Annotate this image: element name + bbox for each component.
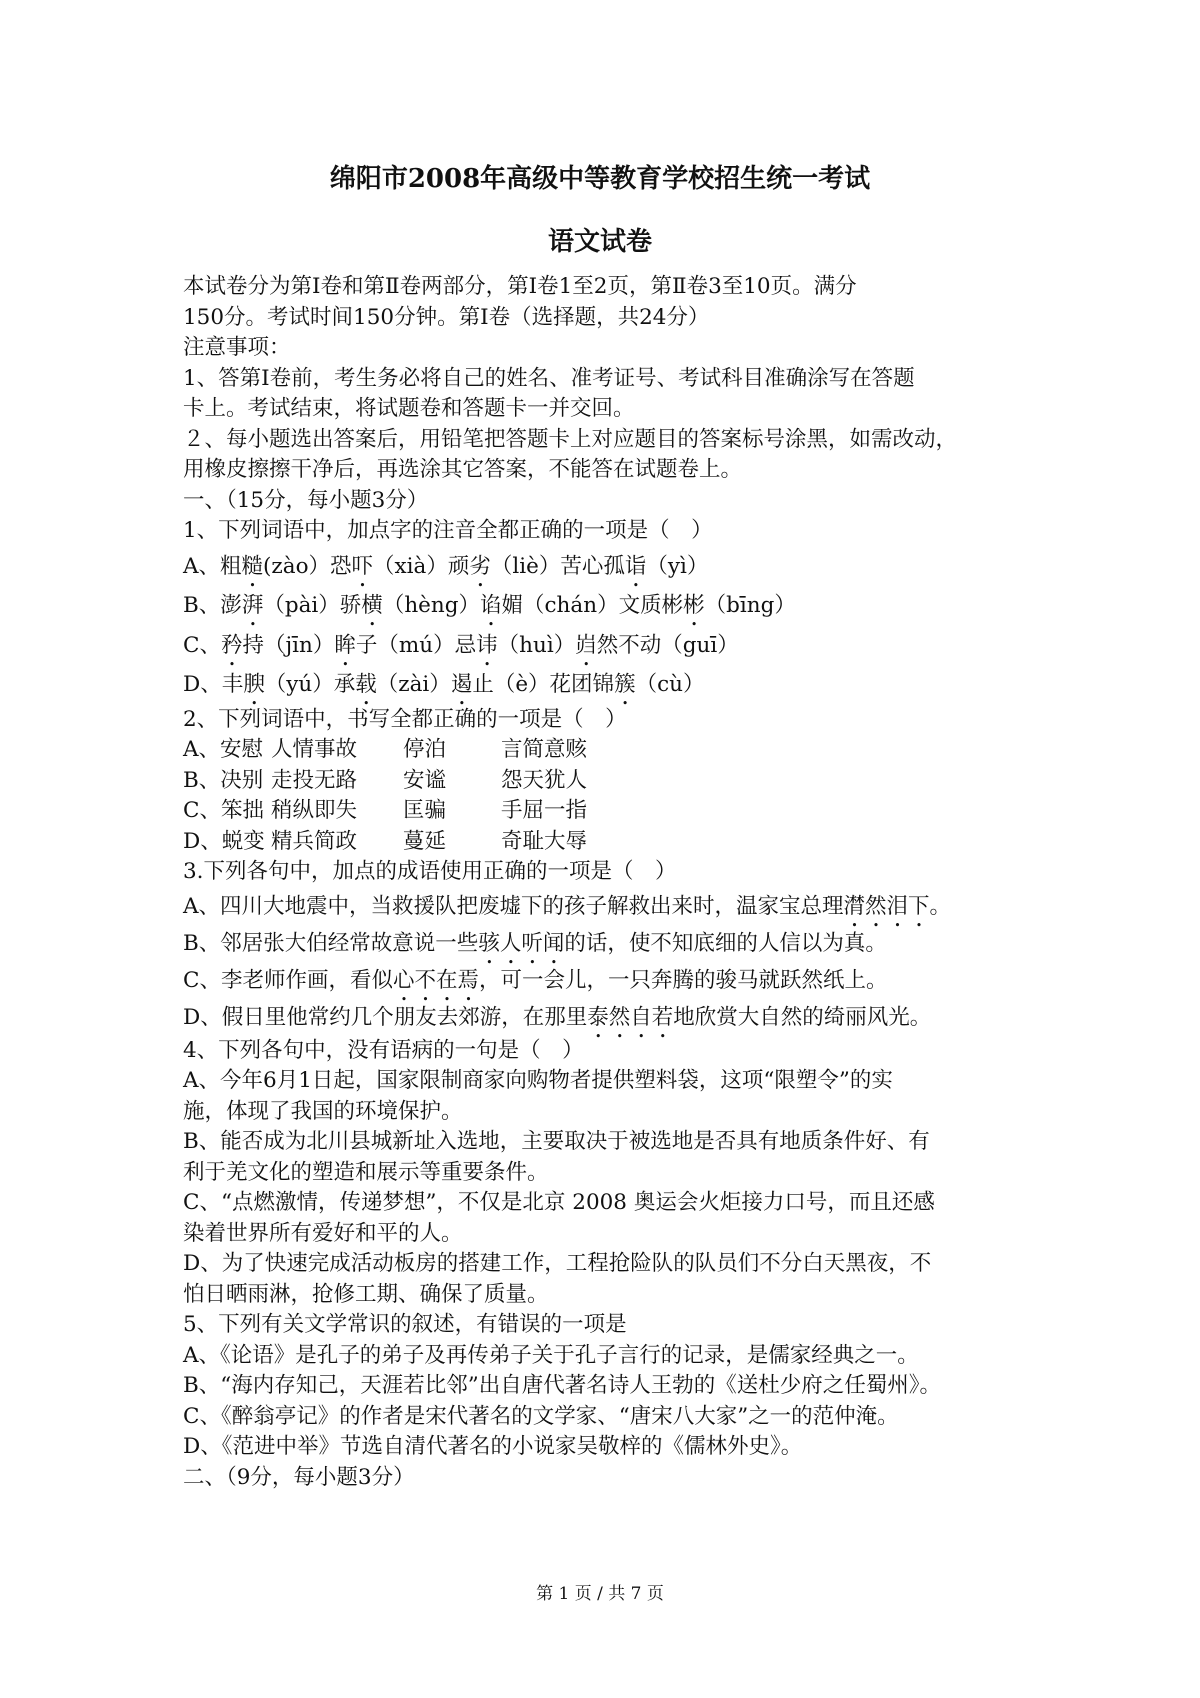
exam-title: 绵阳市2008年高级中等教育学校招生统一考试 bbox=[329, 164, 871, 194]
question-4-option-b-line-2: 利于羌文化的塑造和展示等重要条件。 bbox=[183, 1159, 549, 1185]
question-3-stem: 3.下列各句中，加点的成语使用正确的一项是（ ） bbox=[183, 859, 677, 884]
question-3-option-d: D、假日里他常约几个朋友去郊游，在那里泰然自若地欣赏大自然的绮丽风光。 bbox=[183, 1004, 932, 1030]
question-4-option-a-line-1: A、今年6月1日起，国家限制商家向购物者提供塑料袋，这项“限塑令”的实 bbox=[183, 1068, 893, 1093]
intro-line-1: 本试卷分为第Ⅰ卷和第Ⅱ卷两部分，第Ⅰ卷1至2页，第Ⅱ卷3至10页。满分 bbox=[183, 274, 857, 299]
question-5-stem: 5、下列有关文学常识的叙述，有错误的一项是 bbox=[183, 1312, 627, 1337]
question-2-option-b: B、决别 走投无路 安谧 怨天犹人 bbox=[183, 767, 588, 793]
page-number-footer: 第 1 页 / 共 7 页 bbox=[536, 1584, 664, 1604]
question-3-option-a: A、四川大地震中，当救援队把废墟下的孩子解救出来时，温家宝总理潸然泪下。 bbox=[183, 893, 952, 919]
question-5-option-b: B、“海内存知己，天涯若比邻”出自唐代著名诗人王勃的《送杜少府之任蜀州》。 bbox=[183, 1373, 942, 1398]
question-3-option-c: C、李老师作画，看似心不在焉，可一会儿，一只奔腾的骏马就跃然纸上。 bbox=[183, 967, 888, 993]
question-4-option-a-line-2: 施，体现了我国的环境保护。 bbox=[183, 1098, 463, 1124]
question-4-option-c-line-2: 染着世界所有爱好和平的人。 bbox=[183, 1220, 463, 1246]
notice-2-line-2: 用橡皮擦擦干净后，再选涂其它答案，不能答在试题卷上。 bbox=[183, 457, 743, 482]
section-1-heading: 一、（15分，每小题3分） bbox=[183, 487, 429, 513]
question-5-option-c: C、《醉翁亭记》的作者是宋代著名的文学家、“唐宋八大家”之一的范仲淹。 bbox=[183, 1403, 899, 1429]
question-4-option-c-line-1: C、“点燃激情，传递梦想”，不仅是北京 2008 奥运会火炬接力口号，而且还感 bbox=[183, 1190, 935, 1215]
question-5-option-a: A、《论语》是孔子的弟子及再传弟子关于孔子言行的记录，是儒家经典之一。 bbox=[183, 1342, 919, 1368]
question-4-stem: 4、下列各句中，没有语病的一句是（ ） bbox=[183, 1037, 584, 1063]
question-1-stem: 1、下列词语中，加点字的注音全都正确的一项是（ ） bbox=[183, 518, 713, 543]
exam-body bbox=[183, 272, 1043, 1493]
notice-2-line-1: ２、每小题选出答案后，用铅笔把答题卡上对应题目的答案标号涂黑，如需改动， bbox=[183, 426, 958, 452]
notice-label: 注意事项： bbox=[183, 335, 291, 360]
question-5-option-d: D、《范进中举》节选自清代著名的小说家吴敬梓的《儒林外史》。 bbox=[183, 1434, 803, 1459]
intro-line-2: 150分。考试时间150分钟。第Ⅰ卷（选择题，共24分） bbox=[183, 304, 710, 330]
exam-subtitle: 语文试卷 bbox=[547, 227, 652, 257]
question-1-option-b: B、澎湃（pài）骄横（hèng）谄媚（chán）文质彬彬（bīng） bbox=[183, 593, 796, 618]
notice-1-line-1: 1、答第Ⅰ卷前，考生务必将自己的姓名、准考证号、考试科目准确涂写在答题 bbox=[183, 365, 915, 391]
question-1-option-d: D、丰腴（yú）承载（zài）遏止（è）花团锦簇（cù） bbox=[183, 672, 705, 697]
question-4-option-d-line-1: D、为了快速完成活动板房的搭建工作，工程抢险队的队员们不分白天黑夜，不 bbox=[183, 1251, 932, 1276]
question-2-stem: 2、下列词语中，书写全都正确的一项是（ ） bbox=[183, 706, 627, 732]
question-3-option-b: B、邻居张大伯经常故意说一些骇人听闻的话，使不知底细的人信以为真。 bbox=[183, 930, 887, 956]
question-2-option-c: C、笨拙 稍纵即失 匡骗 手屈一指 bbox=[183, 798, 588, 823]
question-4-option-d-line-2: 怕日晒雨淋，抢修工期、确保了质量。 bbox=[183, 1281, 549, 1307]
question-1-option-a: A、粗糙(zào）恐吓（xià）顽劣（liè）苦心孤诣（yì） bbox=[183, 553, 709, 579]
question-1-option-c: C、矜持（jīn）眸子（mú）忌讳（huì）岿然不动（guī） bbox=[183, 632, 739, 658]
question-2-option-a: A、安慰 人情事故 停泊 言简意赅 bbox=[183, 737, 588, 762]
notice-1-line-2: 卡上。考试结束，将试题卷和答题卡一并交回。 bbox=[183, 396, 635, 421]
section-2-heading: 二、（9分，每小题3分） bbox=[183, 1464, 415, 1490]
question-4-option-b-line-1: B、能否成为北川县城新址入选地，主要取决于被选地是否具有地质条件好、有 bbox=[183, 1129, 930, 1154]
question-2-option-d: D、蜕变 精兵简政 蔓延 奇耻大辱 bbox=[183, 828, 588, 854]
